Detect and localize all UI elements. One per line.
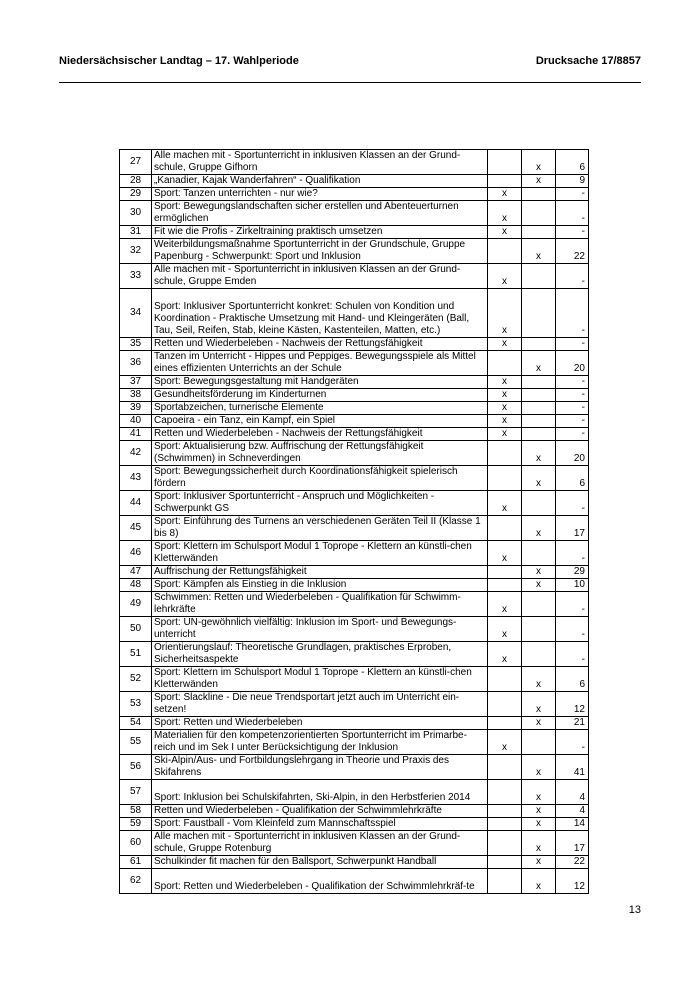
mark-cell-1 — [488, 566, 522, 579]
course-title-cell: Sport: Slackline - Die neue Trendsportart jetzt auch im Unterricht ein-setzen! — [152, 692, 488, 717]
mark-cell-1: x — [488, 226, 522, 239]
mark-cell-2 — [522, 730, 556, 755]
mark-cell-1: x — [488, 188, 522, 201]
mark-cell-1: x — [488, 389, 522, 402]
mark-cell-1 — [488, 818, 522, 831]
course-title-cell: Sport: Faustball - Vom Kleinfeld zum Mannschaftsspiel — [152, 818, 488, 831]
mark-cell-2 — [522, 376, 556, 389]
row-number-cell: 55 — [120, 730, 152, 755]
document-header-number: Drucksache 17/8857 — [535, 55, 641, 67]
course-title-cell: Orientierungslauf: Theoretische Grundlagen, praktisches Erproben, Sicherheitsaspekte — [152, 642, 488, 667]
row-number-cell: 28 — [120, 175, 152, 188]
course-title-cell: Sport: Einführung des Turnens an verschiedenen Geräten Teil II (Klasse 1 bis 8) — [152, 516, 488, 541]
row-number-cell: 49 — [120, 592, 152, 617]
course-title-cell: Alle machen mit - Sportunterricht in inklusiven Klassen an der Grund-schule, Gruppe Rotenburg — [152, 831, 488, 856]
row-number-cell: 51 — [120, 642, 152, 667]
course-title-cell: Sport: Tanzen unterrichten - nur wie? — [152, 188, 488, 201]
count-cell: - — [556, 428, 589, 441]
table-row — [120, 717, 589, 730]
mark-cell-1 — [488, 466, 522, 491]
table-row — [120, 667, 589, 692]
course-title-cell: Sport: Aktualisierung bzw. Auffrischung der Rettungsfähigkeit (Schwimmen) in Schneverdingen — [152, 441, 488, 466]
course-title-cell: Retten und Wiederbeleben - Qualifikation der Schwimmlehrkräfte — [152, 805, 488, 818]
course-table-body — [120, 150, 589, 894]
mark-cell-1: x — [488, 730, 522, 755]
row-number-cell: 41 — [120, 428, 152, 441]
count-cell: 12 — [556, 869, 589, 894]
row-number-cell: 58 — [120, 805, 152, 818]
course-title-cell: Sport: Bewegungsgestaltung mit Handgeräten — [152, 376, 488, 389]
row-number-cell: 31 — [120, 226, 152, 239]
count-cell: 12 — [556, 692, 589, 717]
course-title-cell: Materialien für den kompetenzorientierten Sportunterricht im Primarbe-reich und im Sek I unter Berücksichtigung der Inklusion — [152, 730, 488, 755]
mark-cell-2 — [522, 264, 556, 289]
course-title-cell: Capoeira - ein Tanz, ein Kampf, ein Spiel — [152, 415, 488, 428]
count-cell: - — [556, 338, 589, 351]
mark-cell-2: x — [522, 351, 556, 376]
course-title-cell: Sport: Kämpfen als Einstieg in die Inklusion — [152, 579, 488, 592]
count-cell: - — [556, 617, 589, 642]
count-cell: 14 — [556, 818, 589, 831]
count-cell: 17 — [556, 516, 589, 541]
row-number-cell: 38 — [120, 389, 152, 402]
row-number-cell: 33 — [120, 264, 152, 289]
row-number-cell: 27 — [120, 150, 152, 175]
document-header-title: Niedersächsischer Landtag – 17. Wahlperiode — [59, 55, 299, 67]
mark-cell-2: x — [522, 692, 556, 717]
table-row — [120, 541, 589, 566]
table-row — [120, 730, 589, 755]
mark-cell-1 — [488, 780, 522, 805]
mark-cell-1: x — [488, 491, 522, 516]
count-cell: 10 — [556, 579, 589, 592]
course-title-cell: Sport: Bewegungssicherheit durch Koordinationsfähigkeit spielerisch fördern — [152, 466, 488, 491]
mark-cell-1 — [488, 351, 522, 376]
count-cell: - — [556, 264, 589, 289]
table-row — [120, 566, 589, 579]
count-cell: 6 — [556, 150, 589, 175]
row-number-cell: 45 — [120, 516, 152, 541]
mark-cell-1 — [488, 667, 522, 692]
row-number-cell: 36 — [120, 351, 152, 376]
row-number-cell: 29 — [120, 188, 152, 201]
course-title-cell: Sport: Inklusion bei Schulskifahrten, Ski-Alpin, in den Herbstferien 2014 — [152, 780, 488, 805]
mark-cell-1 — [488, 516, 522, 541]
mark-cell-2: x — [522, 441, 556, 466]
table-row — [120, 289, 589, 338]
course-title-cell: Sport: Klettern im Schulsport Modul 1 Toprope - Klettern an künstli-chen Kletterwänden — [152, 667, 488, 692]
count-cell: - — [556, 289, 589, 338]
mark-cell-2 — [522, 338, 556, 351]
course-title-cell: Sport: Inklusiver Sportunterricht - Anspruch und Möglichkeiten - Schwerpunkt GS — [152, 491, 488, 516]
mark-cell-1 — [488, 579, 522, 592]
mark-cell-1 — [488, 175, 522, 188]
course-title-cell: Gesundheitsförderung im Kinderturnen — [152, 389, 488, 402]
mark-cell-1 — [488, 755, 522, 780]
row-number-cell: 59 — [120, 818, 152, 831]
count-cell: 41 — [556, 755, 589, 780]
table-row — [120, 831, 589, 856]
row-number-cell: 39 — [120, 402, 152, 415]
course-title-cell: Fit wie die Profis - Zirkeltraining praktisch umsetzen — [152, 226, 488, 239]
course-title-cell: Sport: UN-gewöhnlich vielfältig: Inklusion im Sport- und Bewegungs-unterricht — [152, 617, 488, 642]
mark-cell-1: x — [488, 338, 522, 351]
row-number-cell: 43 — [120, 466, 152, 491]
row-number-cell: 42 — [120, 441, 152, 466]
mark-cell-1 — [488, 856, 522, 869]
count-cell: 22 — [556, 856, 589, 869]
count-cell: - — [556, 389, 589, 402]
mark-cell-2 — [522, 201, 556, 226]
row-number-cell: 62 — [120, 869, 152, 894]
mark-cell-2 — [522, 389, 556, 402]
course-title-cell: Sport: Bewegungslandschaften sicher erstellen und Abenteuerturnen ermöglichen — [152, 201, 488, 226]
course-title-cell: Sport: Inklusiver Sportunterricht konkret: Schulen von Kondition und Koordination - Praktische Umsetzung mit Hand- und Kleingeräten (Ball, Tau, Seil, Reifen, Stab, kleine Kästen, Kastenteilen, Matten, etc.) — [152, 289, 488, 338]
mark-cell-2 — [522, 491, 556, 516]
mark-cell-1: x — [488, 415, 522, 428]
course-title-cell: Ski-Alpin/Aus- und Fortbildungslehrgang in Theorie und Praxis des Skifahrens — [152, 755, 488, 780]
row-number-cell: 54 — [120, 717, 152, 730]
count-cell: 4 — [556, 805, 589, 818]
mark-cell-1: x — [488, 402, 522, 415]
mark-cell-2: x — [522, 150, 556, 175]
table-row — [120, 264, 589, 289]
mark-cell-2 — [522, 226, 556, 239]
mark-cell-1 — [488, 869, 522, 894]
mark-cell-2: x — [522, 805, 556, 818]
mark-cell-2: x — [522, 818, 556, 831]
row-number-cell: 37 — [120, 376, 152, 389]
mark-cell-2 — [522, 541, 556, 566]
table-row — [120, 869, 589, 894]
course-title-cell: Schulkinder fit machen für den Ballsport, Schwerpunkt Handball — [152, 856, 488, 869]
count-cell: - — [556, 226, 589, 239]
row-number-cell: 46 — [120, 541, 152, 566]
table-row — [120, 466, 589, 491]
row-number-cell: 34 — [120, 289, 152, 338]
table-row — [120, 592, 589, 617]
count-cell: 4 — [556, 780, 589, 805]
mark-cell-2: x — [522, 667, 556, 692]
course-title-cell: Alle machen mit - Sportunterricht in inklusiven Klassen an der Grund-schule, Gruppe Emden — [152, 264, 488, 289]
table-row — [120, 201, 589, 226]
mark-cell-1: x — [488, 264, 522, 289]
page-number: 13 — [628, 904, 641, 916]
table-row — [120, 376, 589, 389]
count-cell: 17 — [556, 831, 589, 856]
course-table — [119, 149, 589, 894]
table-row — [120, 755, 589, 780]
count-cell: 6 — [556, 466, 589, 491]
table-row — [120, 642, 589, 667]
row-number-cell: 40 — [120, 415, 152, 428]
row-number-cell: 48 — [120, 579, 152, 592]
row-number-cell: 57 — [120, 780, 152, 805]
mark-cell-2 — [522, 428, 556, 441]
count-cell: - — [556, 541, 589, 566]
row-number-cell: 52 — [120, 667, 152, 692]
count-cell: - — [556, 188, 589, 201]
table-row — [120, 150, 589, 175]
mark-cell-2 — [522, 289, 556, 338]
mark-cell-2: x — [522, 516, 556, 541]
table-row — [120, 441, 589, 466]
mark-cell-2: x — [522, 869, 556, 894]
row-number-cell: 35 — [120, 338, 152, 351]
count-cell: - — [556, 402, 589, 415]
mark-cell-1: x — [488, 289, 522, 338]
table-row — [120, 351, 589, 376]
mark-cell-1 — [488, 831, 522, 856]
count-cell: - — [556, 491, 589, 516]
mark-cell-2 — [522, 402, 556, 415]
row-number-cell: 47 — [120, 566, 152, 579]
table-row — [120, 226, 589, 239]
count-cell: - — [556, 642, 589, 667]
mark-cell-1 — [488, 805, 522, 818]
mark-cell-1: x — [488, 201, 522, 226]
row-number-cell: 50 — [120, 617, 152, 642]
mark-cell-2: x — [522, 856, 556, 869]
table-row — [120, 780, 589, 805]
mark-cell-1 — [488, 717, 522, 730]
mark-cell-2 — [522, 415, 556, 428]
mark-cell-2: x — [522, 239, 556, 264]
mark-cell-1: x — [488, 541, 522, 566]
mark-cell-2: x — [522, 717, 556, 730]
row-number-cell: 56 — [120, 755, 152, 780]
mark-cell-2 — [522, 188, 556, 201]
mark-cell-2 — [522, 592, 556, 617]
count-cell: 22 — [556, 239, 589, 264]
mark-cell-1 — [488, 441, 522, 466]
mark-cell-2: x — [522, 566, 556, 579]
count-cell: - — [556, 415, 589, 428]
mark-cell-2: x — [522, 466, 556, 491]
header-rule — [59, 82, 641, 83]
table-row — [120, 402, 589, 415]
mark-cell-1 — [488, 692, 522, 717]
count-cell: 20 — [556, 441, 589, 466]
row-number-cell: 30 — [120, 201, 152, 226]
row-number-cell: 44 — [120, 491, 152, 516]
mark-cell-1: x — [488, 376, 522, 389]
table-row — [120, 428, 589, 441]
course-title-cell: Sport: Klettern im Schulsport Modul 1 Toprope - Klettern an künstli-chen Kletterwänden — [152, 541, 488, 566]
mark-cell-1: x — [488, 617, 522, 642]
mark-cell-2: x — [522, 755, 556, 780]
mark-cell-2: x — [522, 175, 556, 188]
course-title-cell: Retten und Wiederbeleben - Nachweis der Rettungsfähigkeit — [152, 428, 488, 441]
course-title-cell: Alle machen mit - Sportunterricht in inklusiven Klassen an der Grund-schule, Gruppe Gifhorn — [152, 150, 488, 175]
course-title-cell: Tanzen im Unterricht - Hippes und Peppiges. Bewegungsspiele als Mittel eines effizienten Unterrichts an der Schule — [152, 351, 488, 376]
row-number-cell: 53 — [120, 692, 152, 717]
table-row — [120, 389, 589, 402]
mark-cell-2: x — [522, 780, 556, 805]
course-title-cell: Retten und Wiederbeleben - Nachweis der Rettungsfähigkeit — [152, 338, 488, 351]
mark-cell-1: x — [488, 642, 522, 667]
mark-cell-1: x — [488, 592, 522, 617]
course-title-cell: „Kanadier, Kajak Wanderfahren“ - Qualifikation — [152, 175, 488, 188]
table-row — [120, 338, 589, 351]
table-row — [120, 175, 589, 188]
row-number-cell: 61 — [120, 856, 152, 869]
table-row — [120, 239, 589, 264]
table-row — [120, 491, 589, 516]
row-number-cell: 32 — [120, 239, 152, 264]
course-title-cell: Sport: Retten und Wiederbeleben - Qualifikation der Schwimmlehrkräf-te — [152, 869, 488, 894]
table-row — [120, 617, 589, 642]
mark-cell-1 — [488, 150, 522, 175]
count-cell: - — [556, 201, 589, 226]
table-row — [120, 516, 589, 541]
count-cell: 6 — [556, 667, 589, 692]
mark-cell-1: x — [488, 428, 522, 441]
mark-cell-2 — [522, 642, 556, 667]
course-title-cell: Schwimmen: Retten und Wiederbeleben - Qualifikation für Schwimm-lehrkräfte — [152, 592, 488, 617]
table-row — [120, 818, 589, 831]
course-title-cell: Auffrischung der Rettungsfähigkeit — [152, 566, 488, 579]
table-row — [120, 415, 589, 428]
count-cell: - — [556, 376, 589, 389]
count-cell: - — [556, 592, 589, 617]
count-cell: 29 — [556, 566, 589, 579]
mark-cell-2 — [522, 617, 556, 642]
count-cell: 20 — [556, 351, 589, 376]
course-title-cell: Weiterbildungsmaßnahme Sportunterricht in der Grundschule, Gruppe Papenburg - Schwerpunkt: Sport und Inklusion — [152, 239, 488, 264]
mark-cell-2: x — [522, 579, 556, 592]
table-row — [120, 856, 589, 869]
table-row — [120, 692, 589, 717]
course-title-cell: Sportabzeichen, turnerische Elemente — [152, 402, 488, 415]
table-row — [120, 188, 589, 201]
count-cell: - — [556, 730, 589, 755]
table-row — [120, 805, 589, 818]
mark-cell-2: x — [522, 831, 556, 856]
course-title-cell: Sport: Retten und Wiederbeleben — [152, 717, 488, 730]
row-number-cell: 60 — [120, 831, 152, 856]
count-cell: 9 — [556, 175, 589, 188]
count-cell: 21 — [556, 717, 589, 730]
mark-cell-1 — [488, 239, 522, 264]
table-row — [120, 579, 589, 592]
